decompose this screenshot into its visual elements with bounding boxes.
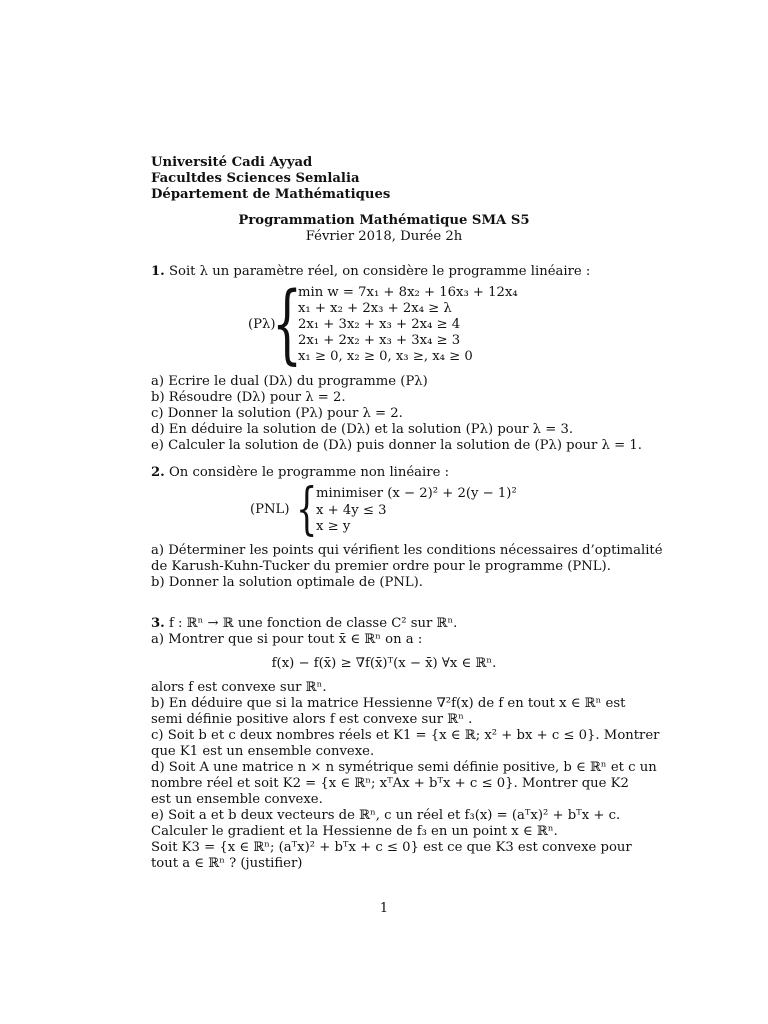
exercise-1-question: c) Donner la solution (Pλ) pour λ = 2. [151, 406, 403, 421]
department-name: Département de Mathématiques [151, 187, 391, 202]
exercise-1-intro-text: Soit λ un paramètre réel, on considère le programme linéaire : [164, 264, 591, 279]
system-1-line: 2x₁ + 3x₂ + x₃ + 2x₄ ≥ 4 [298, 317, 461, 332]
exercise-2-intro-text: On considère le programme non linéaire : [164, 465, 450, 480]
exam-date: Février 2018, Durée 2h [305, 229, 463, 244]
exercise-3-inequality: f(x) − f(x̄) ≥ ∇f(x̄)ᵀ(x − x̄) ∀x ∈ ℝⁿ. [271, 656, 497, 671]
exercise-3-line: a) Montrer que si pour tout x̄ ∈ ℝⁿ on a : [151, 632, 423, 647]
exercise-3-line: alors f est convexe sur ℝⁿ. [151, 680, 327, 695]
exercise-3-line: tout a ∈ ℝⁿ ? (justifier) [151, 856, 303, 871]
exercise-1-question: b) Résoudre (Dλ) pour λ = 2. [151, 390, 346, 405]
exercise-3-line: b) En déduire que si la matrice Hessienne ∇²f(x) de f en tout x ∈ ℝⁿ est [151, 696, 626, 711]
exercise-3-line: e) Soit a et b deux vecteurs de ℝⁿ, c un réel et f₃(x) = (aᵀx)² + bᵀx + c. [151, 808, 621, 823]
system-2-line: minimiser (x − 2)² + 2(y − 1)² [316, 486, 517, 501]
exercise-2-number: 2. [151, 465, 165, 480]
exercise-2-question: de Karush-Kuhn-Tucker du premier ordre pour le programme (PNL). [151, 559, 611, 574]
exercise-1-question: e) Calculer la solution de (Dλ) puis donner la solution de (Pλ) pour λ = 1. [151, 438, 642, 453]
page-number: 1 [379, 901, 389, 916]
pnl-label: (PNL) [250, 502, 290, 517]
exercise-3-line: Calculer le gradient et la Hessienne de f₃ en un point x ∈ ℝⁿ. [151, 824, 558, 839]
exercise-3-line: est un ensemble convexe. [151, 792, 323, 807]
exercise-3-line: que K1 est un ensemble convexe. [151, 744, 375, 759]
exercise-3-intro-text: f : ℝⁿ → ℝ une fonction de classe C² sur ℝⁿ. [164, 616, 458, 631]
faculty-name: Facultdes Sciences Semlalia [151, 171, 360, 186]
exercise-3-line: Soit K3 = {x ∈ ℝⁿ; (aᵀx)² + bᵀx + c ≤ 0} est ce que K3 est convexe pour [151, 840, 632, 855]
system-1-line: 2x₁ + 2x₂ + x₃ + 3x₄ ≥ 3 [298, 333, 461, 348]
system-1-line: x₁ + x₂ + 2x₃ + 2x₄ ≥ λ [298, 301, 452, 316]
system-1-line: min w = 7x₁ + 8x₂ + 16x₃ + 12x₄ [298, 285, 518, 300]
system-2-line: x ≥ y [316, 519, 351, 534]
exercise-3-line: c) Soit b et c deux nombres réels et K1 = {x ∈ ℝ; x² + bx + c ≤ 0}. Montrer [151, 728, 660, 743]
exercise-3-line: nombre réel et soit K2 = {x ∈ ℝⁿ; xᵀAx + bᵀx + c ≤ 0}. Montrer que K2 [151, 776, 629, 791]
exercise-2-question: b) Donner la solution optimale de (PNL). [151, 575, 423, 590]
exercise-3-intro [151, 616, 457, 632]
exam-title: Programmation Mathématique SMA S5 [238, 213, 530, 228]
system-1-line: x₁ ≥ 0, x₂ ≥ 0, x₃ ≥, x₄ ≥ 0 [298, 349, 473, 364]
system-2-line: x + 4y ≤ 3 [316, 503, 387, 518]
system-2-brace: { [296, 477, 318, 542]
exercise-3-line: semi définie positive alors f est convexe sur ℝⁿ . [151, 712, 473, 727]
exercise-1-question: a) Ecrire le dual (Dλ) du programme (Pλ) [151, 374, 428, 389]
p-lambda-label: (Pλ) [248, 317, 276, 332]
university-name: Université Cadi Ayyad [151, 155, 313, 170]
exercise-1-intro [151, 264, 590, 280]
exercise-1-number: 1. [151, 264, 165, 279]
exercise-3-line: d) Soit A une matrice n × n symétrique semi définie positive, b ∈ ℝⁿ et c un [151, 760, 657, 775]
system-1-brace: { [272, 274, 303, 374]
exercise-2-question: a) Déterminer les points qui vérifient les conditions nécessaires d’optimalité [151, 543, 663, 558]
exercise-1-question: d) En déduire la solution de (Dλ) et la solution (Pλ) pour λ = 3. [151, 422, 574, 437]
exercise-3-number: 3. [151, 616, 165, 631]
